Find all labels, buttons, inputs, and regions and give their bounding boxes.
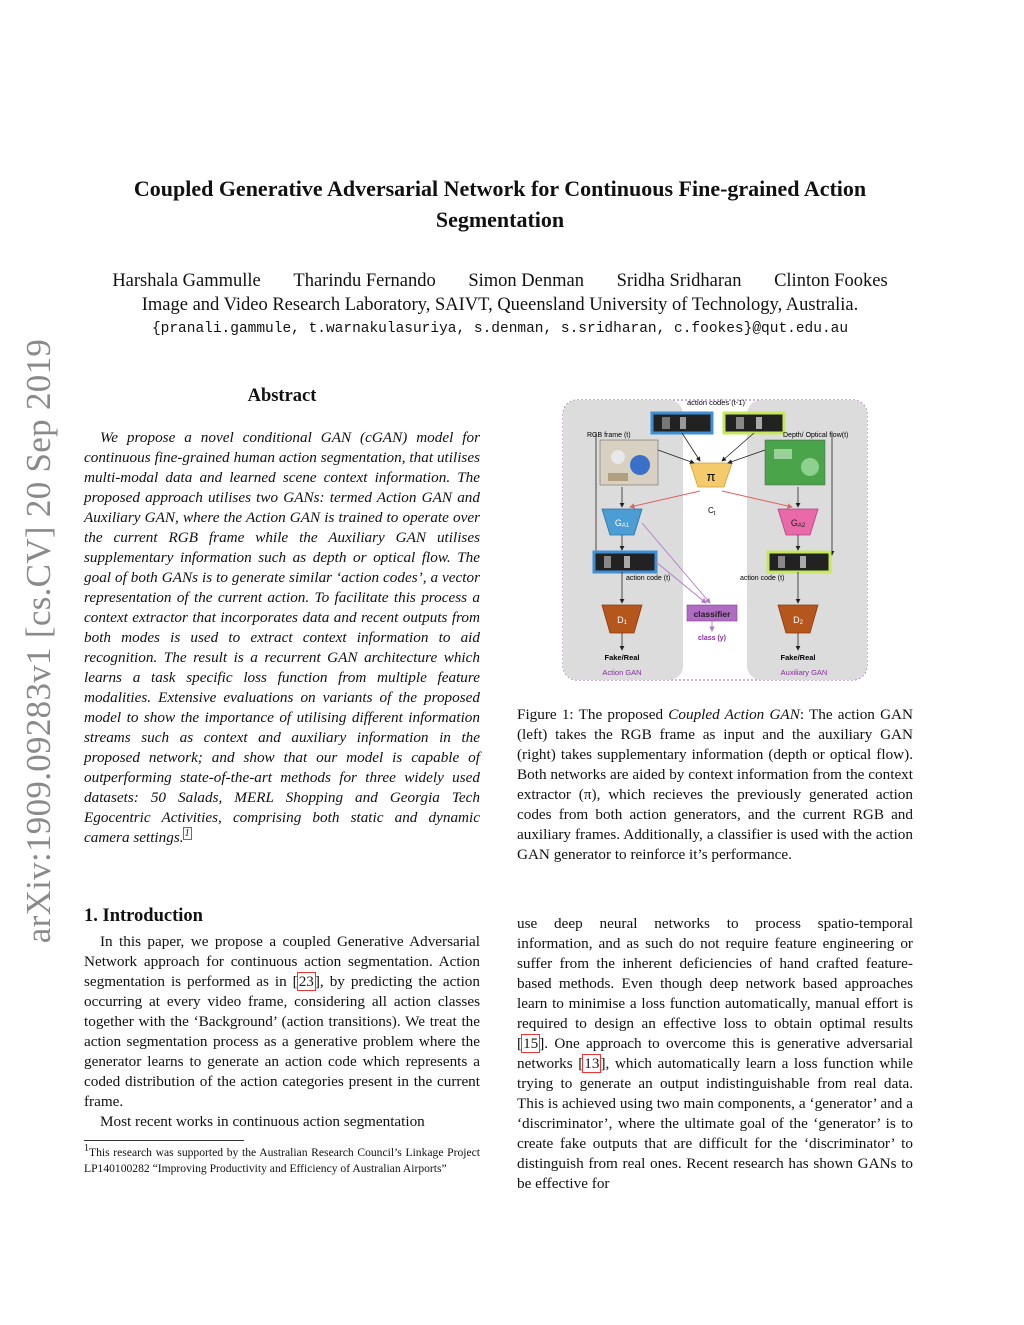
arxiv-stamp xyxy=(14,338,64,944)
abstract-body: We propose a novel conditional GAN (cGAN) model for continuous fine-grained human action segmentation, that utilises multi-modal data and learned scene context information. The proposed approach utilises two GANs: termed Action GAN and Auxiliary GAN, where the Action GAN is trained to operate over the current RGB frame while the Auxiliary GAN utilises supplementary information such as depth or optical flow. The goal of both GANs is to generate similar ‘action codes’, a vector representation of the current action. To facilitate this process a context extractor that incorporates data and recent outputs from both modes is used to extract context information to aid recognition. The result is a recurrent GAN architecture which learns a task specific loss function from multiple feature modalities. Extensive evaluations on variants of the proposed model to show the importance of utilising different information streams such as context and auxiliary information in the proposed network; and show that our model is capable of outperforming state-of-the-art methods for three widely used datasets: 50 Salads, MERL Shopping and Georgia Tech Egocentric Activities, comprising both static and dynamic camera settings. xyxy=(84,429,480,846)
affiliation: Image and Video Research Laboratory, SAIVT, Queensland University of Technology, Australia. xyxy=(141,295,859,315)
d2-subscript: 2 xyxy=(799,620,803,626)
section-heading-introduction: 1. Introduction xyxy=(84,906,203,926)
intro-paragraph-2 xyxy=(84,1112,480,1132)
label-auxiliary-gan: Auxiliary GAN xyxy=(780,668,828,677)
figure-1-diagram xyxy=(560,395,872,685)
intro-text: ], which automatically learn a loss function while trying to generate an output indistinguishable from real data. This is achieved using two main components, a ‘generator’ and a ‘discriminator’, where the ultimate goal of the ‘generator’ is to create fake outputs that are difficult for the ‘discriminator’ to distinguish from real ones. Recent research has shown GANs to be effective for xyxy=(517,1055,913,1192)
caption-prefix: Figure 1: The proposed xyxy=(517,706,669,723)
label-action-codes-prev: action codes (t-1) xyxy=(687,398,745,407)
author-name: Clinton Fookes xyxy=(774,271,888,291)
label-action-gan: Action GAN xyxy=(602,668,642,677)
intro-paragraph-1 xyxy=(84,932,480,1112)
g2-subscript: A2 xyxy=(797,523,806,529)
caption-text: : The action GAN (left) takes the RGB frame as input and the auxiliary GAN (right) takes supplementary information (depth or optical flow). Both networks are aided by context information from the context extractor (π), which recieves the previously generated action codes from both action generators, and the current RGB and auxiliary frames. Additionally, a classifier is used with the action GAN generator to reinforce it’s performance. xyxy=(517,706,913,863)
author-name: Simon Denman xyxy=(468,271,584,291)
author-name: Harshala Gammulle xyxy=(112,271,261,291)
label-context xyxy=(708,506,716,517)
footnote-mark: 1 xyxy=(84,1143,89,1155)
intro-text: use deep neural networks to process spatio-temporal information, and as such do not require feature engineering or suffer from the inherent deficiencies of hand crafted feature-based methods. Even though deep network based approaches learn to minimise a loss function automatically, manual effort is required to design an effective loss to obtain optimal results [ xyxy=(517,915,913,1052)
citation-link[interactable]: 23 xyxy=(298,973,314,990)
g1-letter: G xyxy=(614,518,622,528)
introduction-left-column xyxy=(84,932,480,1132)
d1-letter: D xyxy=(617,615,624,625)
caption-emphasis: Coupled Action GAN xyxy=(668,706,800,723)
footnote-text: This research was supported by the Australian Research Council’s Linkage Project LP140100282 “Improving Productivity and Efficiency of Australian Airports” xyxy=(84,1146,480,1175)
label-pi: π xyxy=(706,469,716,484)
abstract-heading: Abstract xyxy=(247,386,317,406)
intro-text: In this paper, we propose a coupled Generative Adversarial Network approach for continuous action segmentation. Action segmentation is performed as in [ xyxy=(84,933,480,990)
label-fake-real-right: Fake/Real xyxy=(780,653,816,662)
citation-link[interactable]: 15 xyxy=(523,1035,539,1052)
figure-svg xyxy=(560,395,872,685)
intro-text: Most recent works in continuous action segmentation xyxy=(100,1113,425,1130)
paper-title-line1: Coupled Generative Adversarial Network for Continuous Fine-grained Action xyxy=(133,176,867,201)
author-name: Sridha Sridharan xyxy=(616,271,742,291)
figure-1-caption xyxy=(517,705,913,865)
prev-code-aux xyxy=(724,413,784,433)
action-code-right xyxy=(768,552,830,572)
label-depth-flow: Depth/ Optical flow(t) xyxy=(783,432,849,439)
d2-letter: D xyxy=(793,615,800,625)
paper-title-line2: Segmentation xyxy=(435,207,565,232)
author-name: Tharindu Fernando xyxy=(293,271,436,291)
g1-subscript: A1 xyxy=(621,523,630,529)
abstract-text xyxy=(84,428,480,848)
footnote-link[interactable]: 1 xyxy=(184,827,190,839)
label-fake-real-left: Fake/Real xyxy=(604,653,640,662)
paper-title xyxy=(60,173,940,235)
label-classifier: classifier xyxy=(693,609,731,619)
introduction-right-column xyxy=(517,914,913,1194)
label-class-y: class (y) xyxy=(697,635,727,642)
citation-link[interactable]: 13 xyxy=(584,1055,600,1072)
label-rgb-frame: RGB frame (t) xyxy=(587,432,631,439)
d1-subscript: 1 xyxy=(623,620,627,626)
footnote xyxy=(84,1145,480,1177)
author-list xyxy=(60,271,940,292)
label-action-code-left: action code (t) xyxy=(626,575,671,582)
context-subscript: t xyxy=(713,511,716,517)
intro-text: ]. One approach to overcome this is generative adversarial networks [ xyxy=(517,1035,913,1072)
author-emails: {pranali.gammule, t.warnakulasuriya, s.denman, s.sridharan, c.fookes}@qut.edu.au xyxy=(151,321,849,337)
arxiv-id: arXiv:1909.09283v1 [cs.CV] 20 Sep 2019 xyxy=(19,338,58,944)
g2-letter: G xyxy=(790,518,798,528)
intro-text: ], by predicting the action occurring at every video frame, considering all action classes together with the ‘Background’ (action transitions). We treat the action segmentation process as a generative problem where the generator learns to generate an action code which represents a coded distribution of the action categories present in the current frame. xyxy=(84,973,480,1110)
context-letter: C xyxy=(708,506,714,515)
footnote-divider xyxy=(84,1140,244,1141)
label-action-code-right: action code (t) xyxy=(740,575,785,582)
